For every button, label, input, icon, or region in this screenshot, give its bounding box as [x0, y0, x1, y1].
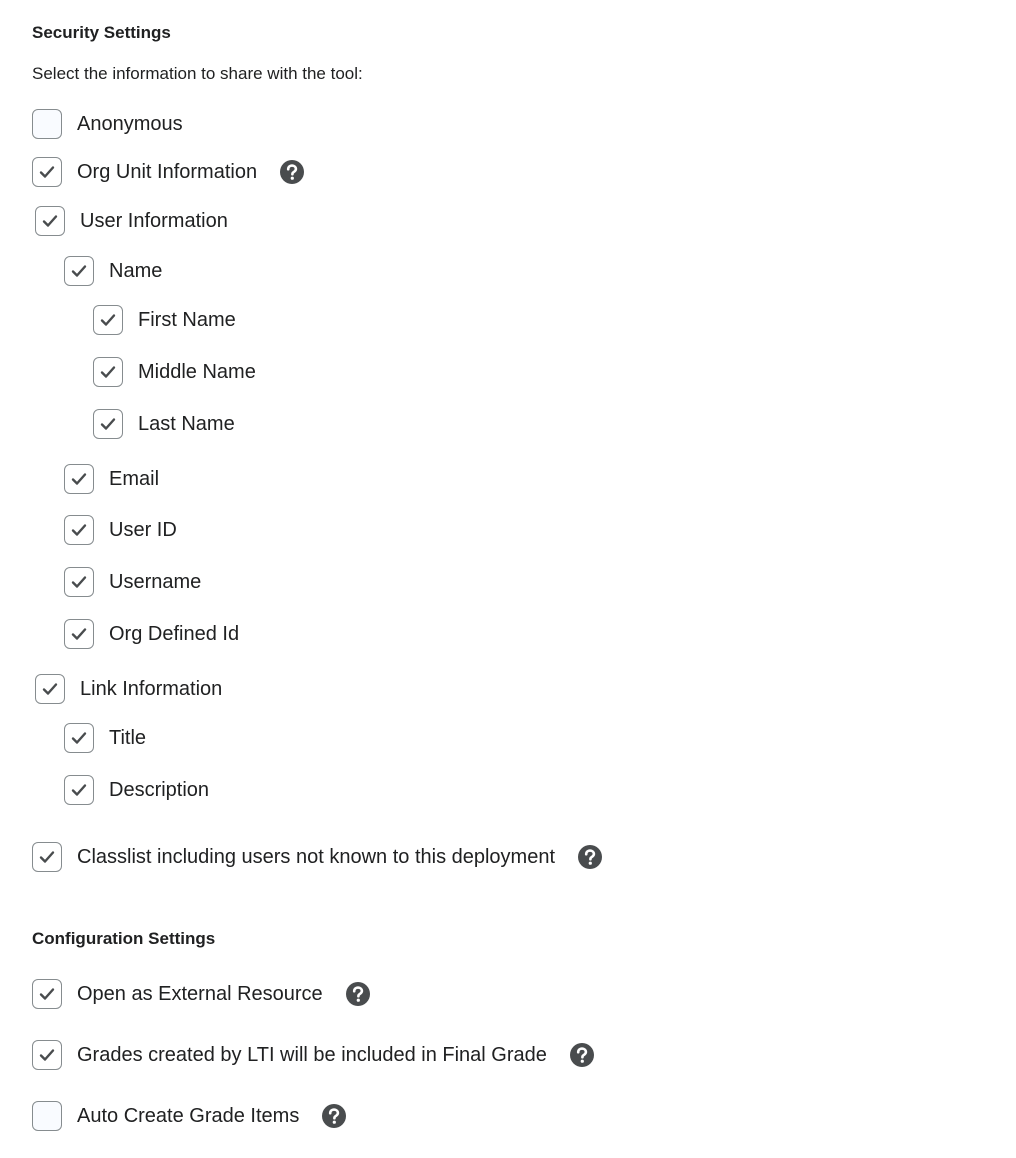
configuration-settings-heading: Configuration Settings	[32, 929, 216, 948]
first-name-checkbox[interactable]	[93, 305, 123, 335]
username-checkbox[interactable]	[64, 567, 94, 597]
option-last-name	[93, 408, 235, 440]
check-icon	[99, 363, 117, 381]
auto-create-grade-items-checkbox[interactable]	[32, 1101, 62, 1131]
check-icon	[70, 625, 88, 643]
option-description	[64, 774, 209, 806]
help-question-icon[interactable]	[321, 1103, 347, 1129]
first-name-label: First Name	[138, 308, 236, 331]
external-resource-checkbox[interactable]	[32, 979, 62, 1009]
option-title	[64, 722, 146, 754]
middle-name-label: Middle Name	[138, 360, 256, 383]
link-information-checkbox[interactable]	[35, 674, 65, 704]
option-auto-create-grade-items	[32, 1100, 347, 1132]
option-user-id	[64, 514, 177, 546]
help-question-icon[interactable]	[345, 981, 371, 1007]
check-icon	[70, 262, 88, 280]
link-information-label: Link Information	[80, 677, 223, 700]
check-icon	[70, 521, 88, 539]
external-resource-label: Open as External Resource	[77, 982, 323, 1005]
check-icon	[99, 415, 117, 433]
check-icon	[38, 163, 56, 181]
anonymous-checkbox[interactable]	[32, 109, 62, 139]
option-anonymous	[32, 108, 183, 140]
help-question-icon[interactable]	[279, 159, 305, 185]
classlist-checkbox[interactable]	[32, 842, 62, 872]
check-icon	[38, 985, 56, 1003]
name-label: Name	[109, 259, 163, 282]
check-icon	[99, 311, 117, 329]
last-name-label: Last Name	[138, 412, 235, 435]
middle-name-checkbox[interactable]	[93, 357, 123, 387]
org-defined-id-checkbox[interactable]	[64, 619, 94, 649]
org-unit-label: Org Unit Information	[77, 160, 258, 183]
option-grades-final	[32, 1039, 595, 1071]
classlist-label: Classlist including users not known to this deployment	[77, 845, 556, 868]
option-middle-name	[93, 356, 256, 388]
help-question-icon[interactable]	[569, 1042, 595, 1068]
option-email	[64, 463, 159, 495]
check-icon	[70, 573, 88, 591]
title-label: Title	[109, 726, 147, 749]
option-username	[64, 566, 201, 598]
security-settings-heading: Security Settings	[32, 23, 171, 42]
option-open-external-resource	[32, 978, 371, 1010]
name-checkbox[interactable]	[64, 256, 94, 286]
option-user-information	[35, 205, 228, 237]
option-link-information	[35, 673, 222, 705]
check-icon	[70, 470, 88, 488]
email-checkbox[interactable]	[64, 464, 94, 494]
option-classlist	[32, 841, 603, 873]
check-icon	[41, 212, 59, 230]
description-label: Description	[109, 778, 210, 801]
anonymous-label: Anonymous	[77, 112, 183, 135]
email-label: Email	[109, 467, 160, 490]
user-information-checkbox[interactable]	[35, 206, 65, 236]
user-id-label: User ID	[109, 518, 177, 541]
option-org-unit-information	[32, 156, 305, 188]
org-unit-checkbox[interactable]	[32, 157, 62, 187]
grades-final-label: Grades created by LTI will be included in Final Grade	[77, 1043, 547, 1066]
option-first-name	[93, 304, 236, 336]
option-org-defined-id	[64, 618, 239, 650]
username-label: Username	[109, 570, 202, 593]
last-name-checkbox[interactable]	[93, 409, 123, 439]
description-checkbox[interactable]	[64, 775, 94, 805]
check-icon	[41, 680, 59, 698]
security-settings-subtitle: Select the information to share with the tool:	[32, 64, 363, 83]
user-id-checkbox[interactable]	[64, 515, 94, 545]
title-checkbox[interactable]	[64, 723, 94, 753]
check-icon	[70, 781, 88, 799]
option-name	[64, 255, 162, 287]
org-defined-id-label: Org Defined Id	[109, 622, 240, 645]
grades-final-checkbox[interactable]	[32, 1040, 62, 1070]
auto-create-grade-items-label: Auto Create Grade Items	[77, 1104, 300, 1127]
user-information-label: User Information	[80, 209, 228, 232]
help-question-icon[interactable]	[577, 844, 603, 870]
check-icon	[38, 848, 56, 866]
check-icon	[70, 729, 88, 747]
check-icon	[38, 1046, 56, 1064]
